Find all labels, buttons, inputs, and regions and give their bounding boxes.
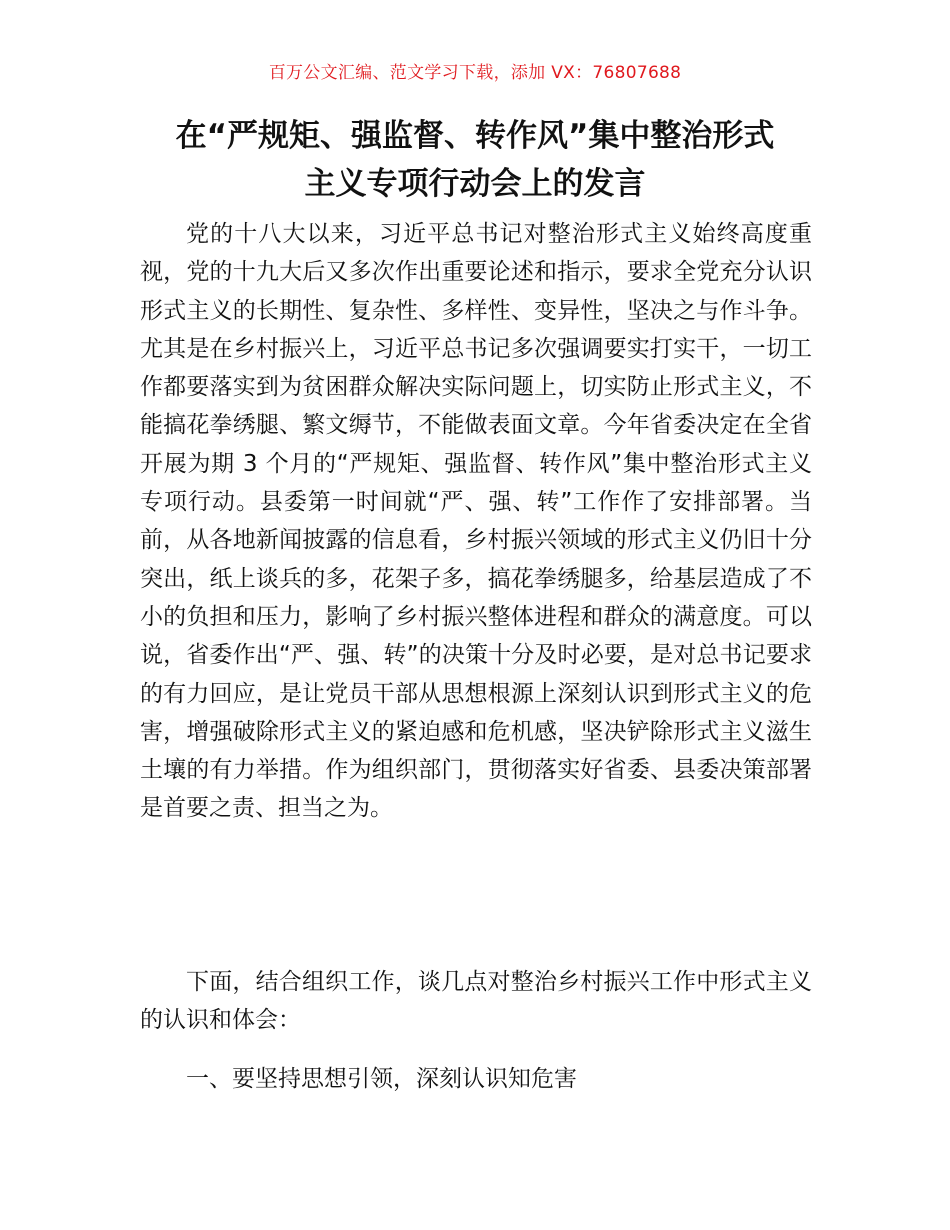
header-watermark-note: 百万公文汇编、范文学习下载，添加 VX：76807688 xyxy=(268,63,682,83)
title-line-1: 在“严规矩、强监督、转作风”集中整治形式 xyxy=(175,118,775,154)
paragraph-intro: 党的十八大以来，习近平总书记对整治形式主义始终高度重视，党的十九大后又多次作出重要论述和指示，要求全党充分认识形式主义的长期性、复杂性、多样性、变异性，坚决之与作斗争。尤其是在乡村振兴上，习近平总书记多次强调要实打实干，一切工作都要落实到为贫困群众解决实际问题上，切实防止形式主义，不能搞花拳绣腿、繁文缛节，不能做表面文章。今年省委决定在全省开展为期 3 个月的“严规矩、强监督、转作风”集中整治形式主义专项行动。县委第一时间就“严、强、转”工作作了安排部署。当前，从各地新闻披露的信息看，乡村振兴领域的形式主义仍旧十分突出，纸上谈兵的多，花架子多，搞花拳绣腿多，给基层造成了不小的负担和压力，影响了乡村振兴整体进程和群众的满意度。可以说，省委作出“严、强、转”的决策十分及时必要，是对总书记要求的有力回应，是让党员干部从思想根源上深刻认识到形式主义的危害，增强破除形式主义的紧迫感和危机感，坚决铲除形式主义滋生土壤的有力举措。作为组织部门，贯彻落实好省委、县委决策部署是首要之责、担当之为。 xyxy=(140,221,812,822)
title-line-2: 主义专项行动会上的发言 xyxy=(304,166,646,202)
page-title xyxy=(130,112,820,208)
paragraph-transition: 下面，结合组织工作，谈几点对整治乡村振兴工作中形式主义的认识和体会： xyxy=(140,969,812,1034)
section-heading-1: 一、要坚持思想引领，深刻认识知危害 xyxy=(186,1066,577,1092)
